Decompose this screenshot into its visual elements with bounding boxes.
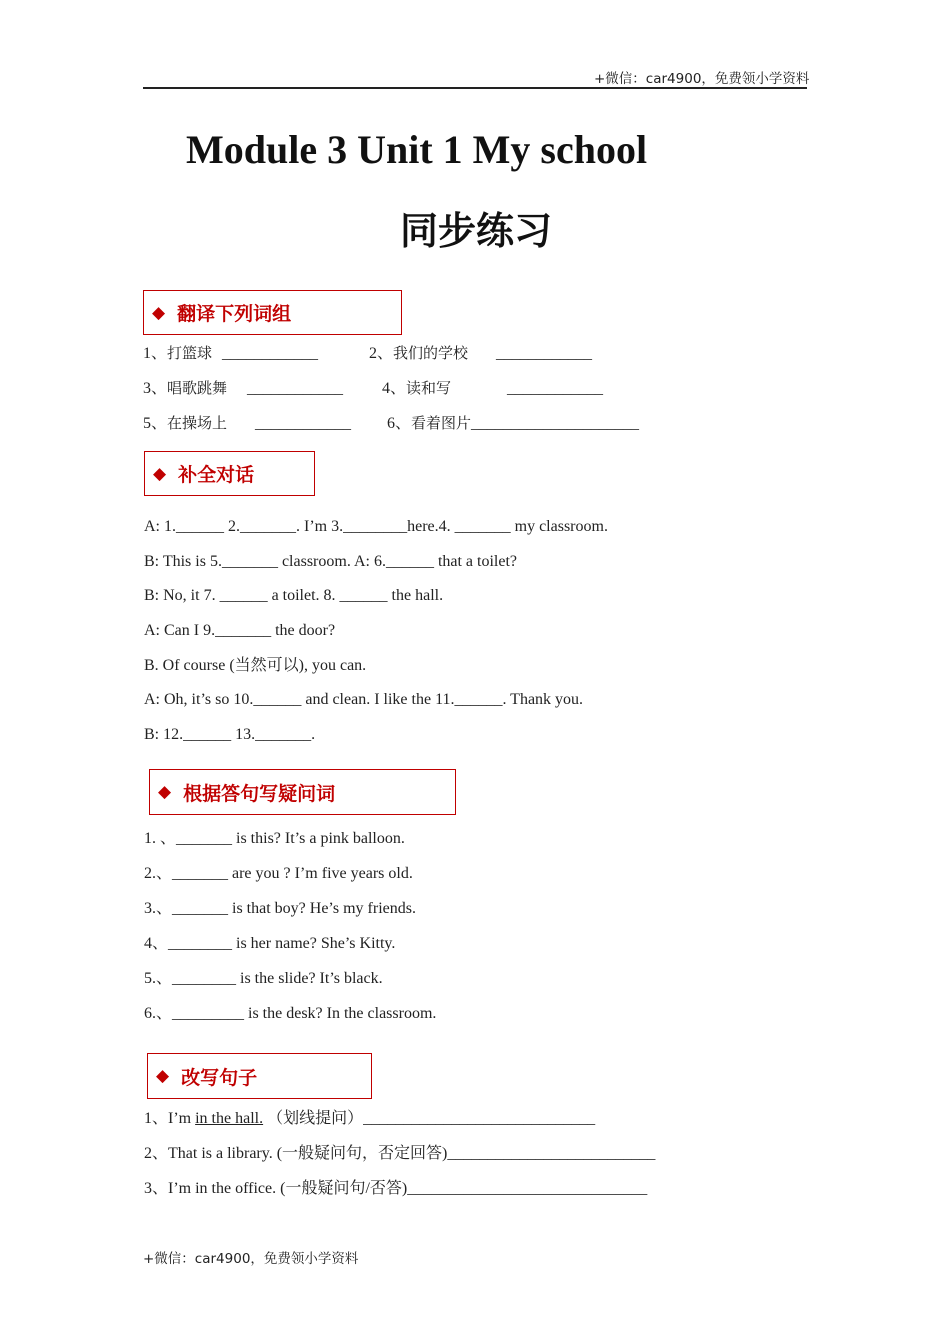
page-subtitle: 同步练习 [400, 209, 553, 253]
diamond-icon: ◆ [152, 302, 166, 323]
dialogue-line: B. Of course (当然可以), you can. [144, 657, 367, 674]
section-heading-question-words [149, 769, 456, 815]
diamond-icon: ◆ [156, 1066, 170, 1086]
page-title: Module 3 Unit 1 My school [186, 127, 648, 172]
section-heading-dialogue [144, 451, 315, 496]
exercise-item: 3、I’m in the office. (一般疑问句/否答)______________________________ [144, 1180, 648, 1197]
header-note: +微信：car4900，免费领小学资料 [594, 71, 810, 87]
header-divider [143, 87, 807, 89]
footer-note: +微信：car4900，免费领小学资料 [143, 1251, 359, 1267]
exercise-item: 1. 、_______ is this? It’s a pink balloon. [144, 830, 405, 847]
section-heading-label: 根据答句写疑问词 [183, 782, 336, 805]
exercise-item: 5、在操场上 ____________ [143, 414, 352, 432]
section-heading-label: 补全对话 [178, 464, 255, 486]
exercise-item: 4、读和写 ____________ [382, 379, 604, 397]
underlined-phrase: in the hall. [195, 1110, 264, 1127]
exercise-item: 1、打篮球 ____________ [143, 344, 319, 362]
section-heading-rewrite [147, 1053, 372, 1099]
exercise-item: 2、That is a library. (一般疑问句，否定回答)__________________________ [144, 1145, 656, 1162]
section-heading-translate [143, 290, 402, 335]
exercise-item: 3、唱歌跳舞 ____________ [143, 379, 344, 397]
exercise-item: 6.、_________ is the desk? In the classroom. [144, 1005, 437, 1022]
dialogue-line: A: Can I 9._______ the door? [144, 622, 336, 639]
exercise-item: 1、I’m in the hall. （划线提问）_____________________________ [144, 1110, 596, 1127]
dialogue-line: A: 1.______ 2._______. I’m 3.________here.4. _______ my classroom. [144, 518, 608, 535]
dialogue-line: B: This is 5._______ classroom. A: 6.______ that a toilet? [144, 553, 518, 570]
section-heading-label: 翻译下列词组 [177, 303, 292, 325]
dialogue-line: B: No, it 7. ______ a toilet. 8. ______ the hall. [144, 587, 444, 604]
dialogue-line: A: Oh, it’s so 10.______ and clean. I like the 11.______. Thank you. [144, 691, 584, 708]
section-heading-label: 改写句子 [181, 1066, 258, 1089]
diamond-icon: ◆ [153, 463, 167, 484]
diamond-icon: ◆ [158, 782, 172, 802]
exercise-item: 3.、_______ is that boy? He’s my friends. [144, 900, 416, 917]
exercise-item: 2.、_______ are you ? I’m five years old. [144, 865, 413, 882]
dialogue-line: B: 12.______ 13._______. [144, 726, 316, 743]
exercise-item: 6、看着图片_____________________ [387, 414, 640, 432]
exercise-item: 2、我们的学校 ____________ [369, 344, 593, 362]
exercise-item: 4、________ is her name? She’s Kitty. [144, 935, 396, 952]
exercise-item: 5.、________ is the slide? It’s black. [144, 970, 383, 987]
